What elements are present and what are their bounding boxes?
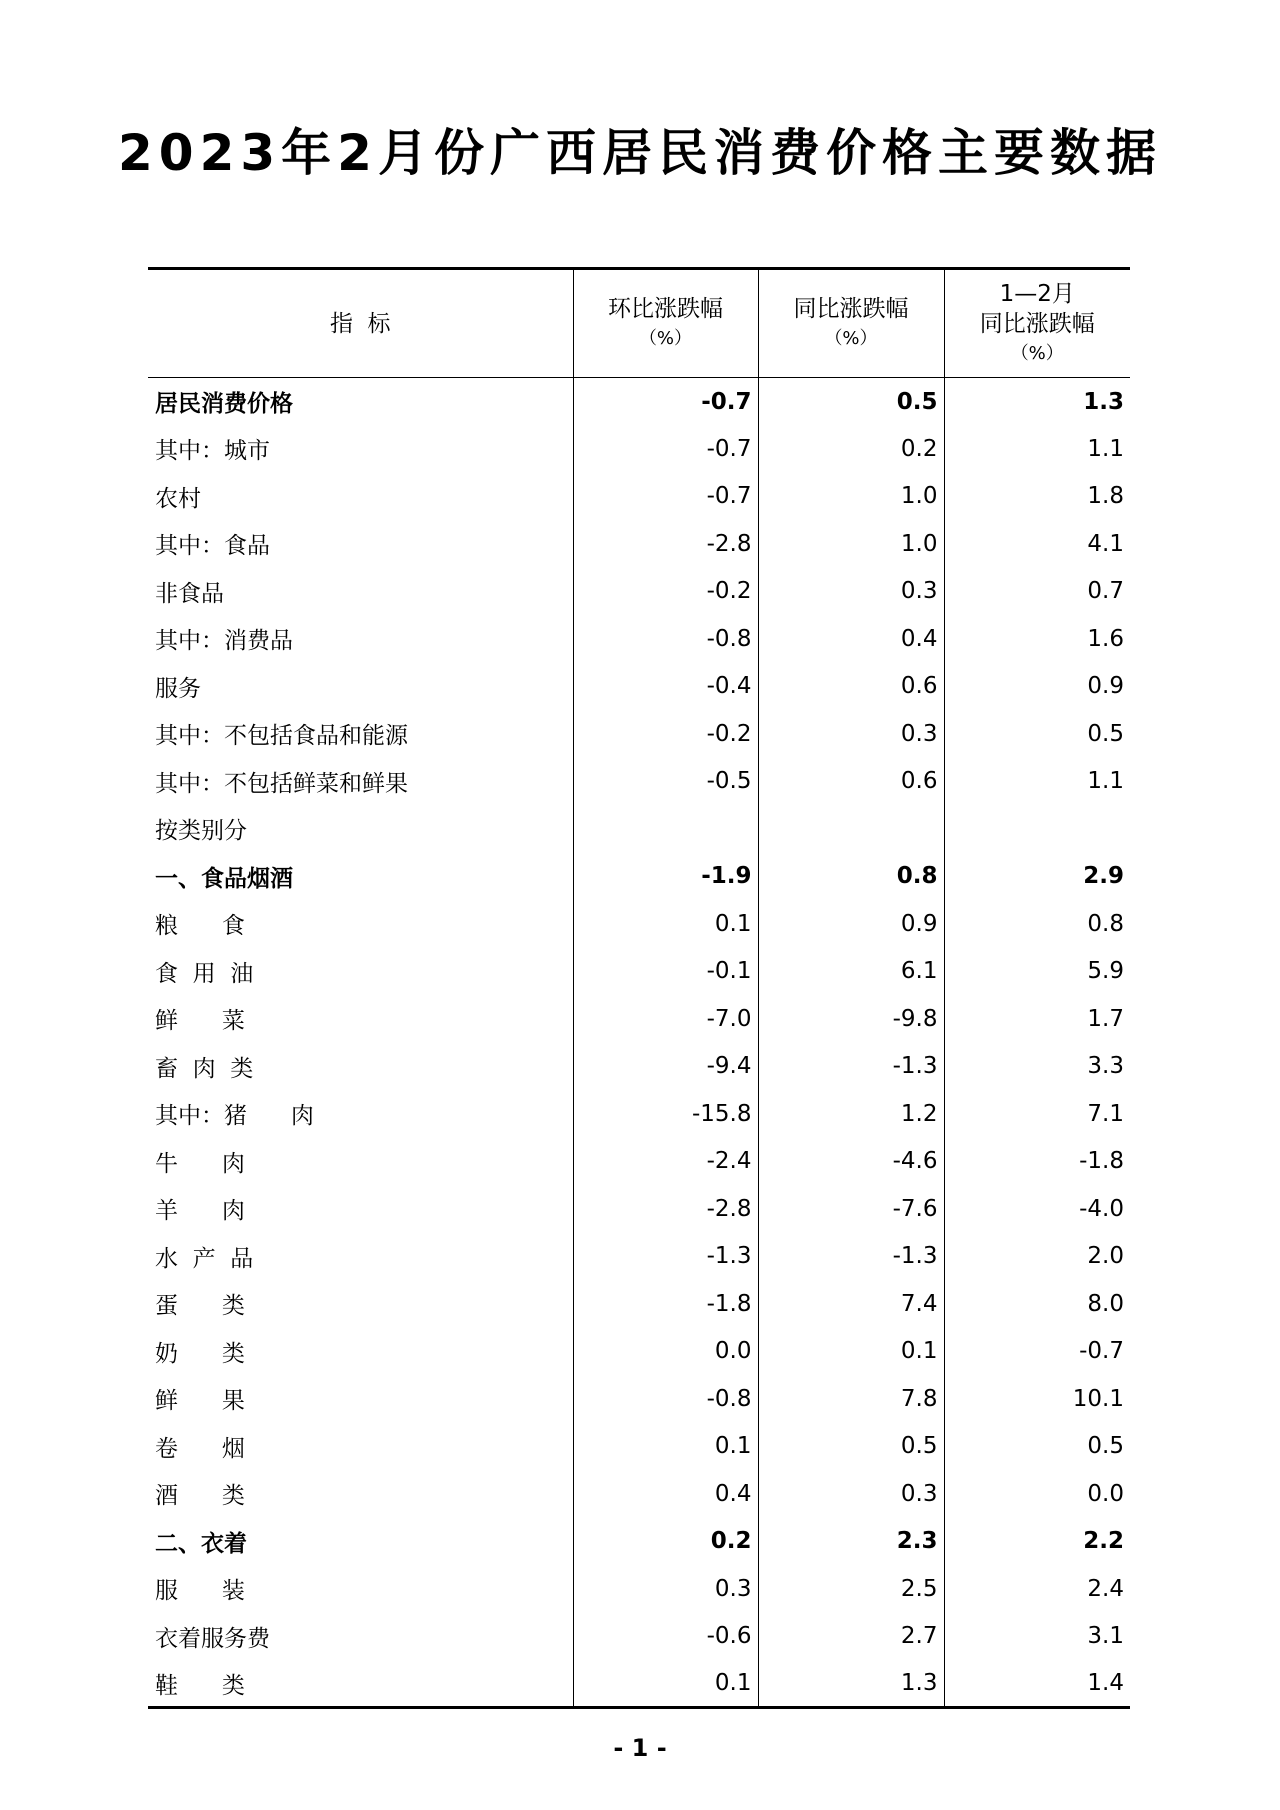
row-mom: -0.8 <box>573 615 758 663</box>
row-yoy: 0.5 <box>758 378 944 426</box>
row-ytd: 0.7 <box>944 568 1130 616</box>
row-mom: -7.0 <box>573 995 758 1043</box>
table-row <box>148 1470 1130 1518</box>
table-row <box>148 1090 1130 1138</box>
row-mom: -0.8 <box>573 1375 758 1423</box>
row-mom: 0.4 <box>573 1470 758 1518</box>
header-indicator: 指 标 <box>148 269 573 378</box>
row-label: 一、食品烟酒 <box>155 865 293 892</box>
page-number: - 1 - <box>613 1734 667 1762</box>
row-mom: 0.1 <box>573 900 758 948</box>
row-label: 衣着服务费 <box>155 1625 270 1652</box>
table-row <box>148 900 1130 948</box>
row-mom: 0.1 <box>573 1423 758 1471</box>
row-ytd: 5.9 <box>944 948 1130 996</box>
row-ytd: 0.5 <box>944 1423 1130 1471</box>
table-row <box>148 473 1130 521</box>
row-ytd: 1.4 <box>944 1660 1130 1708</box>
row-label: 羊 肉 <box>155 1198 245 1225</box>
row-ytd: 1.8 <box>944 473 1130 521</box>
row-ytd <box>944 805 1130 853</box>
row-ytd: -0.7 <box>944 1328 1130 1376</box>
header-yoy-label: 同比涨跌幅 <box>793 295 909 322</box>
table-row <box>148 1185 1130 1233</box>
row-mom: -2.4 <box>573 1138 758 1186</box>
row-mom: -2.8 <box>573 1185 758 1233</box>
table-row <box>148 995 1130 1043</box>
row-yoy: 0.5 <box>758 1423 944 1471</box>
row-ytd: 1.6 <box>944 615 1130 663</box>
row-yoy: 2.5 <box>758 1565 944 1613</box>
row-mom: -0.2 <box>573 568 758 616</box>
row-ytd: 3.1 <box>944 1613 1130 1661</box>
row-mom: -15.8 <box>573 1090 758 1138</box>
header-mom <box>573 269 758 378</box>
table-row <box>148 1660 1130 1708</box>
header-ytd <box>944 269 1130 378</box>
table-row <box>148 568 1130 616</box>
table-row <box>148 1423 1130 1471</box>
row-yoy: -1.3 <box>758 1233 944 1281</box>
row-label: 其中：不包括鲜菜和鲜果 <box>155 770 408 797</box>
table-row <box>148 710 1130 758</box>
row-ytd: 1.7 <box>944 995 1130 1043</box>
header-mom-label: 环比涨跌幅 <box>608 295 723 322</box>
table-row <box>148 805 1130 853</box>
row-mom <box>573 805 758 853</box>
row-mom: -0.7 <box>573 473 758 521</box>
row-yoy: 0.9 <box>758 900 944 948</box>
row-label: 服 装 <box>155 1578 245 1605</box>
table-row <box>148 1613 1130 1661</box>
row-label: 奶 类 <box>155 1340 245 1367</box>
row-ytd: 2.4 <box>944 1565 1130 1613</box>
row-ytd: 3.3 <box>944 1043 1130 1091</box>
table-row <box>148 425 1130 473</box>
row-label: 粮 食 <box>155 913 245 940</box>
table-row <box>148 615 1130 663</box>
row-label: 酒 类 <box>155 1483 245 1510</box>
row-yoy: 2.7 <box>758 1613 944 1661</box>
table-row <box>148 520 1130 568</box>
row-label: 鲜 菜 <box>155 1008 245 1035</box>
row-mom: -0.7 <box>573 378 758 426</box>
table-row <box>148 1328 1130 1376</box>
row-label: 居民消费价格 <box>155 391 293 417</box>
row-yoy: 0.8 <box>758 853 944 901</box>
row-yoy: 1.3 <box>758 1660 944 1708</box>
row-ytd: 0.5 <box>944 710 1130 758</box>
row-mom: 0.3 <box>573 1565 758 1613</box>
row-ytd: -4.0 <box>944 1185 1130 1233</box>
row-label: 其中：猪 肉 <box>155 1103 314 1130</box>
row-yoy: -9.8 <box>758 995 944 1043</box>
table-row <box>148 1565 1130 1613</box>
row-mom: -1.8 <box>573 1280 758 1328</box>
row-ytd: 7.1 <box>944 1090 1130 1138</box>
row-mom: -0.6 <box>573 1613 758 1661</box>
page-title: 2023年2月份广西居民消费价格主要数据 <box>118 124 1162 182</box>
row-yoy: -4.6 <box>758 1138 944 1186</box>
row-label: 蛋 类 <box>155 1293 245 1320</box>
row-mom: -0.5 <box>573 758 758 806</box>
row-yoy: 0.6 <box>758 663 944 711</box>
row-yoy: -7.6 <box>758 1185 944 1233</box>
row-yoy: 0.4 <box>758 615 944 663</box>
row-label: 其中：食品 <box>155 533 270 560</box>
row-yoy: 0.3 <box>758 1470 944 1518</box>
row-yoy: 0.6 <box>758 758 944 806</box>
row-ytd: 8.0 <box>944 1280 1130 1328</box>
row-mom: 0.0 <box>573 1328 758 1376</box>
header-mom-unit: （%） <box>638 327 693 349</box>
row-mom: -0.4 <box>573 663 758 711</box>
row-ytd: 0.8 <box>944 900 1130 948</box>
row-yoy: 1.2 <box>758 1090 944 1138</box>
row-label: 牛 肉 <box>155 1150 245 1177</box>
table-row <box>148 1375 1130 1423</box>
table-row <box>148 758 1130 806</box>
row-label: 鲜 果 <box>155 1388 245 1415</box>
row-label: 卷 烟 <box>155 1435 245 1462</box>
row-ytd: 10.1 <box>944 1375 1130 1423</box>
header-ytd-label: 同比涨跌幅 <box>979 310 1095 337</box>
header-ytd-unit: （%） <box>1010 342 1064 364</box>
row-yoy: -1.3 <box>758 1043 944 1091</box>
row-yoy: 6.1 <box>758 948 944 996</box>
row-label: 服务 <box>155 675 201 702</box>
row-ytd: 2.9 <box>944 853 1130 901</box>
row-label: 水 产 品 <box>155 1245 254 1272</box>
row-ytd: 1.1 <box>944 425 1130 473</box>
row-ytd: 2.2 <box>944 1518 1130 1566</box>
row-label: 二、衣着 <box>155 1530 247 1557</box>
row-mom: -0.2 <box>573 710 758 758</box>
row-yoy <box>758 805 944 853</box>
row-label: 鞋 类 <box>148 1660 573 1708</box>
row-yoy: 1.0 <box>758 473 944 521</box>
header-ytd-period: 1—2月 <box>999 280 1075 307</box>
row-yoy: 7.8 <box>758 1375 944 1423</box>
row-ytd: 4.1 <box>944 520 1130 568</box>
row-yoy: 0.2 <box>758 425 944 473</box>
row-label: 畜 肉 类 <box>155 1055 254 1082</box>
table-row <box>148 1138 1130 1186</box>
row-mom: 0.1 <box>573 1660 758 1708</box>
table-row <box>148 948 1130 996</box>
header-yoy <box>758 269 944 378</box>
row-mom: -0.7 <box>573 425 758 473</box>
header-yoy-unit: （%） <box>824 327 878 349</box>
row-yoy: 2.3 <box>758 1518 944 1566</box>
row-label: 其中：消费品 <box>155 628 293 655</box>
table-row <box>148 1280 1130 1328</box>
row-label: 非食品 <box>155 580 224 607</box>
table-row <box>148 1518 1130 1566</box>
row-label: 其中：城市 <box>155 438 270 465</box>
table-row <box>148 853 1130 901</box>
row-yoy: 7.4 <box>758 1280 944 1328</box>
row-ytd: 0.9 <box>944 663 1130 711</box>
row-mom: -9.4 <box>573 1043 758 1091</box>
row-ytd: 1.3 <box>944 378 1130 426</box>
row-ytd: -1.8 <box>944 1138 1130 1186</box>
table-row <box>148 663 1130 711</box>
table-row <box>148 1043 1130 1091</box>
row-label: 按类别分 <box>155 818 247 845</box>
table-row <box>148 1233 1130 1281</box>
row-yoy: 1.0 <box>758 520 944 568</box>
row-label: 食 用 油 <box>155 960 254 987</box>
row-ytd: 0.0 <box>944 1470 1130 1518</box>
row-label: 其中：不包括食品和能源 <box>155 723 408 750</box>
row-ytd: 2.0 <box>944 1233 1130 1281</box>
row-mom: -0.1 <box>573 948 758 996</box>
row-label: 农村 <box>155 485 201 512</box>
row-mom: -2.8 <box>573 520 758 568</box>
table-header <box>148 269 1130 378</box>
row-mom: 0.2 <box>573 1518 758 1566</box>
row-mom: -1.3 <box>573 1233 758 1281</box>
row-yoy: 0.3 <box>758 568 944 616</box>
row-yoy: 0.3 <box>758 710 944 758</box>
row-yoy: 0.1 <box>758 1328 944 1376</box>
row-ytd: 1.1 <box>944 758 1130 806</box>
row-mom: -1.9 <box>573 853 758 901</box>
cpi-table <box>148 267 1130 1709</box>
table-row <box>148 378 1130 426</box>
